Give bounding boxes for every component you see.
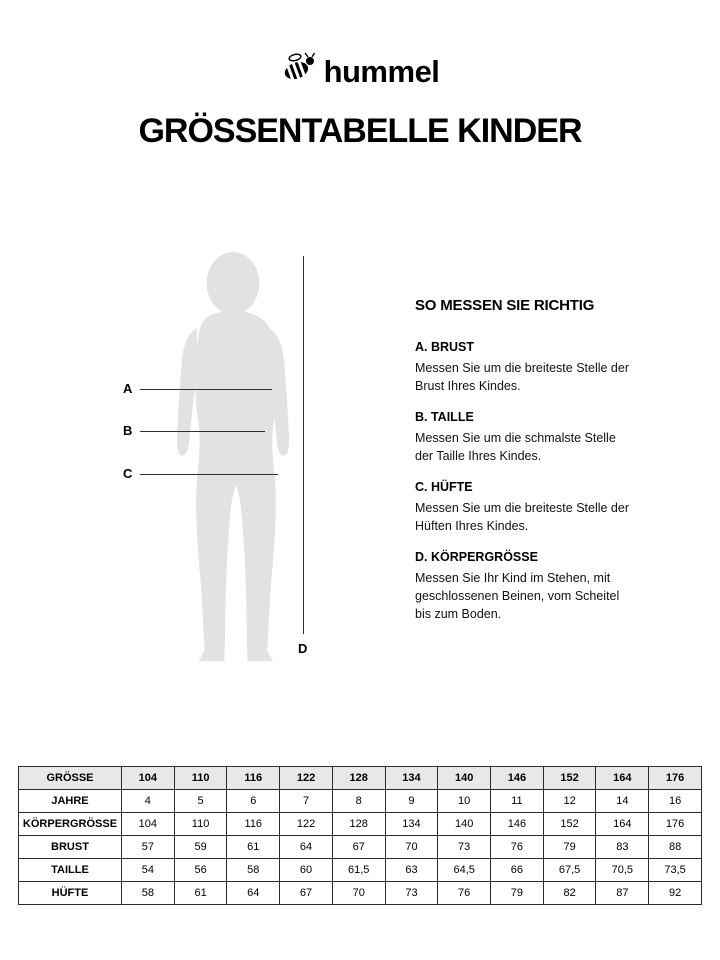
table-cell: 7 — [280, 790, 333, 813]
table-cell: 104 — [122, 767, 175, 790]
size-table — [18, 766, 702, 905]
table-cell: 146 — [491, 813, 544, 836]
table-cell: 146 — [491, 767, 544, 790]
table-cell: 67 — [332, 836, 385, 859]
table-cell: 92 — [649, 882, 702, 905]
table-cell: 67,5 — [543, 859, 596, 882]
row-label: KÖRPERGRÖSSE — [19, 813, 122, 836]
instruction-text: Messen Sie um die schmalste Stelle der Taille Ihres Kindes. — [415, 431, 616, 463]
table-cell: 122 — [280, 767, 333, 790]
table-cell: 79 — [543, 836, 596, 859]
bee-icon — [281, 52, 319, 87]
table-cell: 76 — [491, 836, 544, 859]
table-cell: 116 — [227, 767, 280, 790]
measure-line-koerpergroesse — [303, 256, 304, 634]
table-cell: 58 — [122, 882, 175, 905]
table-cell: 152 — [543, 767, 596, 790]
table-cell: 79 — [491, 882, 544, 905]
table-row — [19, 790, 702, 813]
table-row — [19, 767, 702, 790]
table-cell: 61 — [174, 882, 227, 905]
instruction-heading: C. HÜFTE — [415, 480, 473, 494]
table-cell: 128 — [332, 813, 385, 836]
row-label: TAILLE — [19, 859, 122, 882]
instruction-text: Messen Sie um die breiteste Stelle der Hüften Ihres Kindes. — [415, 501, 629, 533]
table-cell: 83 — [596, 836, 649, 859]
row-label: JAHRE — [19, 790, 122, 813]
table-cell: 176 — [649, 813, 702, 836]
measure-line-brust — [140, 389, 272, 390]
table-cell: 110 — [174, 813, 227, 836]
measure-line-taille — [140, 431, 265, 432]
row-label: HÜFTE — [19, 882, 122, 905]
table-cell: 64 — [227, 882, 280, 905]
measure-line-huefte — [140, 474, 278, 475]
instruction-item-taille — [415, 410, 633, 465]
table-cell: 70,5 — [596, 859, 649, 882]
table-row — [19, 836, 702, 859]
measuring-instructions — [415, 297, 633, 638]
table-cell: 61 — [227, 836, 280, 859]
table-cell: 60 — [280, 859, 333, 882]
table-cell: 70 — [385, 836, 438, 859]
table-cell: 152 — [543, 813, 596, 836]
table-cell: 10 — [438, 790, 491, 813]
instruction-heading: A. BRUST — [415, 340, 475, 354]
table-cell: 14 — [596, 790, 649, 813]
table-cell: 64 — [280, 836, 333, 859]
table-cell: 73 — [385, 882, 438, 905]
table-cell: 12 — [543, 790, 596, 813]
measure-label-b: B — [123, 423, 133, 438]
row-label: BRUST — [19, 836, 122, 859]
row-label: GRÖSSE — [19, 767, 122, 790]
table-cell: 54 — [122, 859, 175, 882]
brand-wordmark: hummel — [323, 54, 440, 89]
table-cell: 63 — [385, 859, 438, 882]
table-cell: 134 — [385, 767, 438, 790]
table-cell: 104 — [122, 813, 175, 836]
table-cell: 11 — [491, 790, 544, 813]
instruction-text: Messen Sie Ihr Kind im Stehen, mit geschlossenen Beinen, vom Scheitel bis zum Boden. — [415, 571, 620, 621]
instruction-item-brust — [415, 340, 633, 395]
table-cell: 116 — [227, 813, 280, 836]
table-cell: 57 — [122, 836, 175, 859]
table-cell: 110 — [174, 767, 227, 790]
measure-label-a: A — [123, 381, 133, 396]
child-silhouette — [148, 250, 318, 670]
table-cell: 176 — [649, 767, 702, 790]
instruction-heading: B. TAILLE — [415, 410, 474, 424]
table-cell: 66 — [491, 859, 544, 882]
table-cell: 56 — [174, 859, 227, 882]
table-cell: 59 — [174, 836, 227, 859]
table-cell: 6 — [227, 790, 280, 813]
table-row — [19, 813, 702, 836]
table-cell: 58 — [227, 859, 280, 882]
brand-logo — [0, 52, 720, 87]
instruction-item-huefte — [415, 480, 633, 535]
table-cell: 9 — [385, 790, 438, 813]
table-cell: 5 — [174, 790, 227, 813]
instruction-text: Messen Sie um die breiteste Stelle der Brust Ihres Kindes. — [415, 361, 629, 393]
table-cell: 87 — [596, 882, 649, 905]
table-row — [19, 882, 702, 905]
table-cell: 128 — [332, 767, 385, 790]
page-title: GRÖSSENTABELLE KINDER — [138, 112, 582, 150]
table-cell: 140 — [438, 767, 491, 790]
table-cell: 67 — [280, 882, 333, 905]
instruction-heading: D. KÖRPERGRÖSSE — [415, 550, 538, 564]
table-cell: 122 — [280, 813, 333, 836]
table-row — [19, 859, 702, 882]
table-cell: 73,5 — [649, 859, 702, 882]
table-cell: 164 — [596, 767, 649, 790]
table-cell: 8 — [332, 790, 385, 813]
table-cell: 134 — [385, 813, 438, 836]
table-cell: 76 — [438, 882, 491, 905]
table-cell: 16 — [649, 790, 702, 813]
table-cell: 140 — [438, 813, 491, 836]
table-cell: 4 — [122, 790, 175, 813]
measure-label-d: D — [298, 641, 308, 656]
table-cell: 70 — [332, 882, 385, 905]
instructions-title: SO MESSEN SIE RICHTIG — [415, 297, 595, 314]
table-cell: 64,5 — [438, 859, 491, 882]
instruction-item-koerpergroesse — [415, 550, 633, 623]
table-cell: 164 — [596, 813, 649, 836]
table-cell: 73 — [438, 836, 491, 859]
table-cell: 61,5 — [332, 859, 385, 882]
table-cell: 82 — [543, 882, 596, 905]
measure-label-c: C — [123, 466, 133, 481]
table-cell: 88 — [649, 836, 702, 859]
